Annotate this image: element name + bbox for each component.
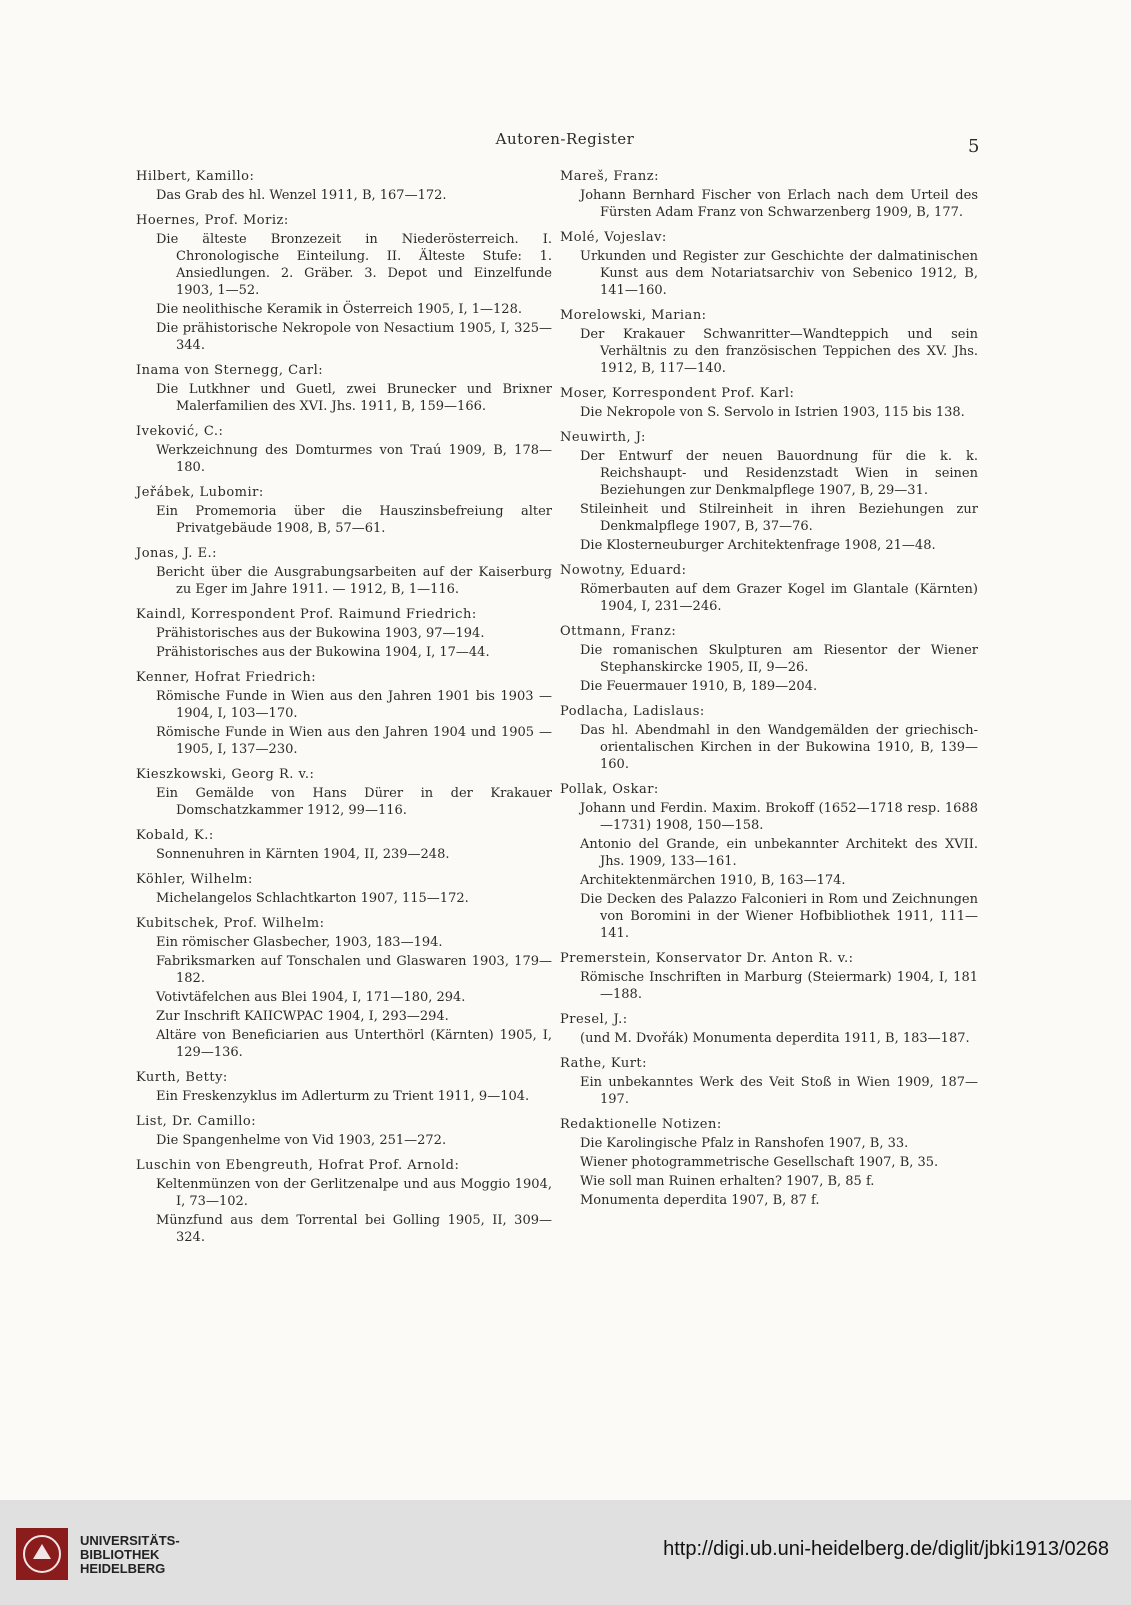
author-heading: Molé, Vojeslav: [560, 230, 667, 245]
bibliography-entry: Stileinheit und Stilreinheit in ihren Beziehungen zur Denkmalpflege 1907, B, 37—76. [580, 502, 978, 534]
author-heading: Kenner, Hofrat Friedrich: [136, 670, 317, 685]
bibliography-entry: Römische Inschriften in Marburg (Steiermark) 1904, I, 181—188. [580, 970, 978, 1002]
bibliography-entry: Die Feuermauer 1910, B, 189—204. [580, 679, 818, 694]
author-heading: Premerstein, Konservator Dr. Anton R. v.: [560, 951, 854, 966]
author-heading: Redaktionelle Notizen: [560, 1117, 722, 1132]
author-heading: Jeřábek, Lubomir: [136, 485, 264, 500]
bibliography-entry: Ein Freskenzyklus im Adlerturm zu Trient 1911, 9—104. [156, 1089, 530, 1104]
author-heading: Podlacha, Ladislaus: [560, 704, 705, 719]
index-column-left [136, 164, 552, 1246]
bibliography-entry: Altäre von Beneficiarien aus Unterthörl (Kärnten) 1905, I, 129—136. [156, 1028, 552, 1060]
bibliography-entry: Die Lutkhner und Guetl, zwei Brunecker und Brixner Malerfamilien des XVI. Jhs. 1911, B, 159—166. [156, 382, 552, 414]
page-header-title: Autoren-Register [495, 130, 635, 148]
permalink-url[interactable]: http://digi.ub.uni-heidelberg.de/diglit/jbki1913/0268 [663, 1538, 1109, 1560]
page-number: 5 [968, 136, 980, 157]
author-heading: Hilbert, Kamillo: [136, 169, 255, 184]
author-heading: Mareš, Franz: [560, 169, 659, 184]
author-heading: Kurth, Betty: [136, 1070, 228, 1085]
bibliography-entry: Ein Gemälde von Hans Dürer in der Krakauer Domschatzkammer 1912, 99—116. [156, 786, 552, 818]
bibliography-entry: Antonio del Grande, ein unbekannter Architekt des XVII. Jhs. 1909, 133—161. [580, 837, 978, 869]
bibliography-entry: Prähistorisches aus der Bukowina 1904, I, 17—44. [156, 645, 490, 660]
author-heading: Jonas, J. E.: [136, 546, 218, 561]
library-footer-bar [0, 1500, 1131, 1605]
bibliography-entry: Die Karolingische Pfalz in Ranshofen 1907, B, 33. [580, 1136, 909, 1151]
author-heading: Iveković, C.: [136, 424, 224, 439]
bibliography-entry: Wie soll man Ruinen erhalten? 1907, B, 85 f. [580, 1174, 875, 1189]
bibliography-entry: Die romanischen Skulpturen am Riesentor der Wiener Stephanskircke 1905, II, 9—26. [580, 643, 978, 675]
bibliography-entry: Die prähistorische Nekropole von Nesactium 1905, I, 325—344. [156, 321, 552, 353]
bibliography-entry: Der Krakauer Schwanritter—Wandteppich und sein Verhältnis zu den französischen Teppichen des XV. Jhs. 1912, B, 117—140. [580, 327, 978, 376]
bibliography-entry: Architektenmärchen 1910, B, 163—174. [580, 873, 846, 888]
bibliography-entry: Zur Inschrift KAIICWPAC 1904, I, 293—294. [156, 1009, 449, 1024]
bibliography-entry: Die Spangenhelme von Vid 1903, 251—272. [156, 1133, 447, 1148]
author-heading: Rathe, Kurt: [560, 1056, 648, 1071]
index-column-right [560, 164, 978, 1209]
bibliography-entry: Wiener photogrammetrische Gesellschaft 1907, B, 35. [580, 1155, 939, 1170]
library-logo-text [80, 1534, 180, 1576]
logo-line-3: HEIDELBERG [80, 1561, 166, 1576]
bibliography-entry: Prähistorisches aus der Bukowina 1903, 97—194. [156, 626, 485, 641]
author-heading: Hoernes, Prof. Moriz: [136, 213, 289, 228]
author-heading: List, Dr. Camillo: [136, 1114, 257, 1129]
author-heading: Neuwirth, J: [560, 430, 646, 445]
author-heading: Presel, J.: [560, 1012, 628, 1027]
bibliography-entry: Römerbauten auf dem Grazer Kogel im Glantale (Kärnten) 1904, I, 231—246. [580, 582, 978, 614]
bibliography-entry: Monumenta deperdita 1907, B, 87 f. [580, 1193, 820, 1208]
bibliography-entry: Johann Bernhard Fischer von Erlach nach dem Urteil des Fürsten Adam Franz von Schwarzenberg 1909, B, 177. [580, 188, 978, 220]
bibliography-entry: Münzfund aus dem Torrental bei Golling 1905, II, 309—324. [156, 1213, 552, 1245]
bibliography-entry: Ein römischer Glasbecher, 1903, 183—194. [156, 935, 443, 950]
bibliography-entry: Werkzeichnung des Domturmes von Traú 1909, B, 178—180. [156, 443, 552, 475]
author-heading: Inama von Sternegg, Carl: [136, 363, 324, 378]
author-heading: Moser, Korrespondent Prof. Karl: [560, 386, 795, 401]
author-heading: Kieszkowski, Georg R. v.: [136, 767, 315, 782]
logo-line-1: UNIVERSITÄTS- [80, 1533, 180, 1548]
bibliography-entry: Ein Promemoria über die Hauszinsbefreiung alter Privatgebäude 1908, B, 57—61. [156, 504, 552, 536]
author-heading: Kaindl, Korrespondent Prof. Raimund Friedrich: [136, 607, 477, 622]
bibliography-entry: Bericht über die Ausgrabungsarbeiten auf der Kaiserburg zu Eger im Jahre 1911. — 1912, B, 1—116. [156, 565, 552, 597]
bibliography-entry: Die Decken des Palazzo Falconieri in Rom und Zeichnungen von Boromini in der Wiener Hofbibliothek 1911, 111—141. [580, 892, 978, 941]
bibliography-entry: Römische Funde in Wien aus den Jahren 1901 bis 1903 — 1904, I, 103—170. [156, 689, 552, 721]
bibliography-entry: Fabriksmarken auf Tonschalen und Glaswaren 1903, 179—182. [156, 954, 552, 986]
bibliography-entry: Das hl. Abendmahl in den Wandgemälden der griechisch-orientalischen Kirchen in der Bukowina 1910, B, 139—160. [580, 723, 978, 772]
author-heading: Pollak, Oskar: [560, 782, 659, 797]
bibliography-entry: Der Entwurf der neuen Bauordnung für die k. k. Reichshaupt- und Residenzstadt Wien in seinen Beziehungen zur Denkmalpflege 1907, B, 29—31. [580, 449, 978, 498]
bibliography-entry: Das Grab des hl. Wenzel 1911, B, 167—172. [156, 188, 447, 203]
author-heading: Kobald, K.: [136, 828, 214, 843]
logo-line-2: BIBLIOTHEK [80, 1547, 160, 1562]
bibliography-entry: Michelangelos Schlachtkarton 1907, 115—172. [156, 891, 469, 906]
bibliography-entry: Johann und Ferdin. Maxim. Brokoff (1652—1718 resp. 1688—1731) 1908, 150—158. [580, 801, 978, 833]
bibliography-entry: Sonnenuhren in Kärnten 1904, II, 239—248. [156, 847, 450, 862]
university-seal-icon [16, 1528, 68, 1580]
bibliography-entry: Die neolithische Keramik in Österreich 1905, I, 1—128. [156, 302, 522, 317]
bibliography-entry: (und M. Dvořák) Monumenta deperdita 1911, B, 183—187. [580, 1031, 970, 1046]
author-heading: Morelowski, Marian: [560, 308, 707, 323]
bibliography-entry: Keltenmünzen von der Gerlitzenalpe und aus Moggio 1904, I, 73—102. [156, 1177, 552, 1209]
bibliography-entry: Die Klosterneuburger Architektenfrage 1908, 21—48. [580, 538, 936, 553]
bibliography-entry: Ein unbekanntes Werk des Veit Stoß in Wien 1909, 187—197. [580, 1075, 978, 1107]
bibliography-entry: Die älteste Bronzezeit in Niederösterreich. I. Chronologische Einteilung. II. Älteste Stufe: 1. Ansiedlungen. 2. Gräber. 3. Depot und Einzelfunde 1903, 1—52. [156, 232, 552, 298]
author-heading: Köhler, Wilhelm: [136, 872, 253, 887]
bibliography-entry: Die Nekropole von S. Servolo in Istrien 1903, 115 bis 138. [580, 405, 965, 420]
author-heading: Nowotny, Eduard: [560, 563, 687, 578]
bibliography-entry: Votivtäfelchen aus Blei 1904, I, 171—180, 294. [156, 990, 466, 1005]
author-heading: Kubitschek, Prof. Wilhelm: [136, 916, 325, 931]
author-heading: Luschin von Ebengreuth, Hofrat Prof. Arnold: [136, 1158, 460, 1173]
bibliography-entry: Urkunden und Register zur Geschichte der dalmatinischen Kunst aus dem Notariatsarchiv von Sebenico 1912, B, 141—160. [580, 249, 978, 298]
bibliography-entry: Römische Funde in Wien aus den Jahren 1904 und 1905 — 1905, I, 137—230. [156, 725, 552, 757]
author-heading: Ottmann, Franz: [560, 624, 677, 639]
